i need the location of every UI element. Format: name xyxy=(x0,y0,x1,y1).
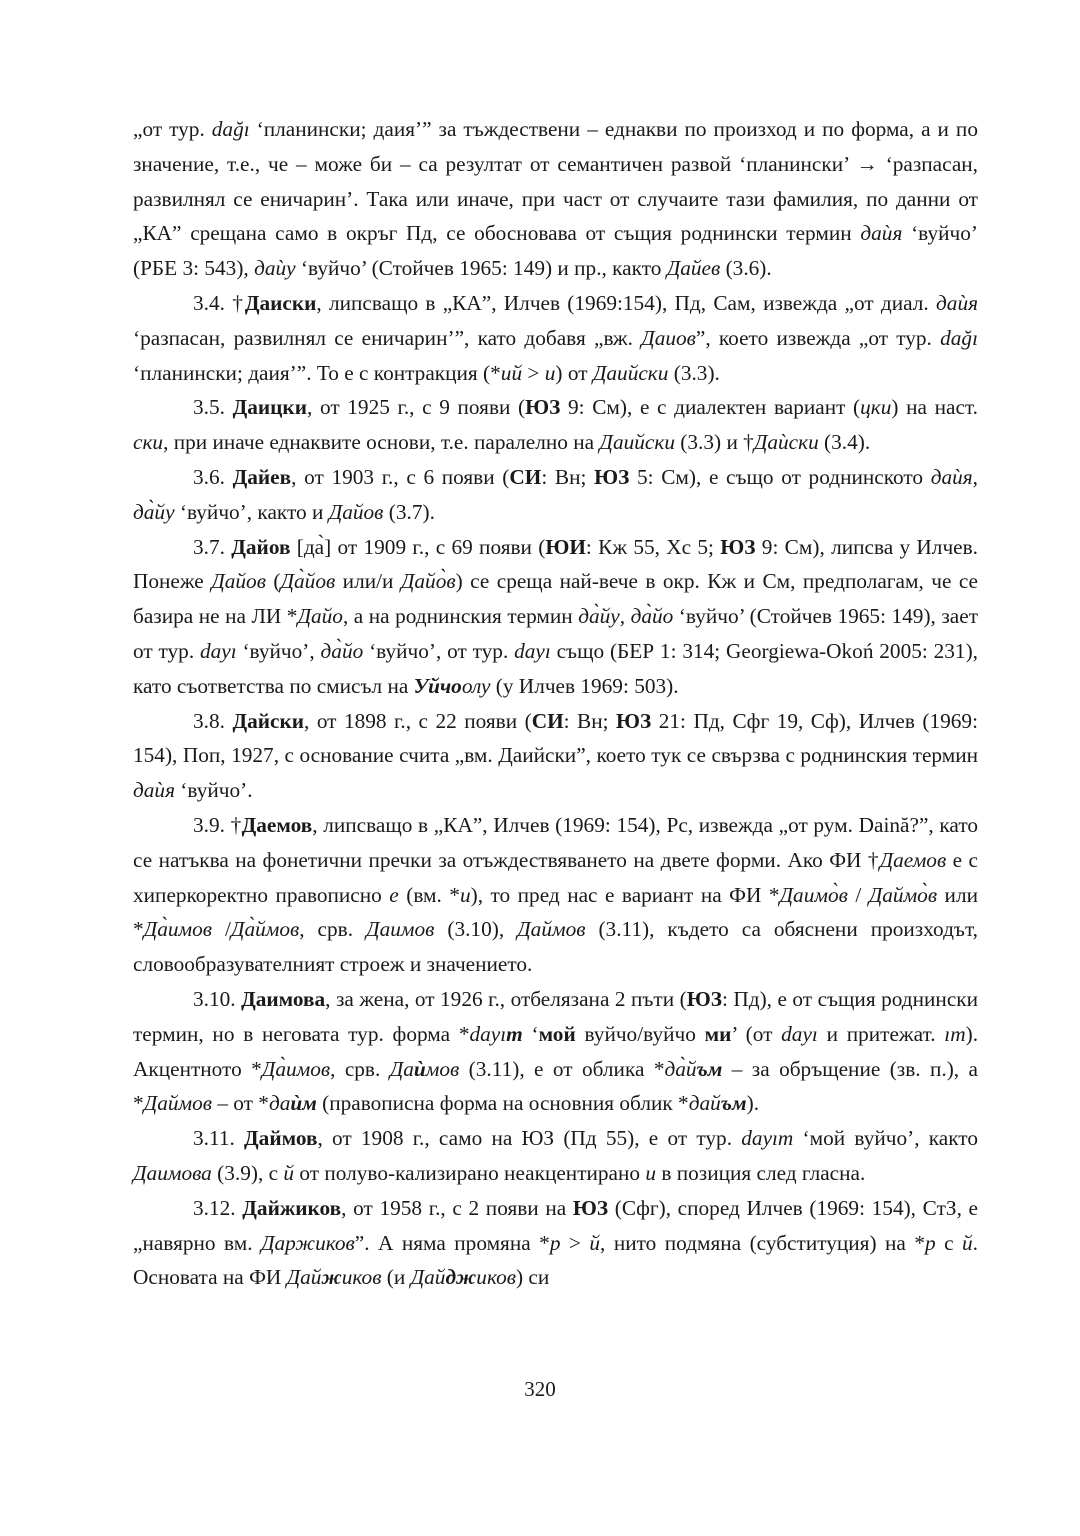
entry-headword: Даймов xyxy=(244,1126,318,1151)
entry-3-4: 3.4. †Даиски, липсващо в „КА”, Илчев (1969:154), Пд, Сам, извежда „от диал. даѝя ‘разпасан, развилнял се еничарин’”, като добавя „вж. Даиов”, което извежда „от тур. dağı ‘планински; даия’”. То е с контракция (*ий > и) от Даийски (3.3). xyxy=(133,290,979,385)
entry-3-5: 3.5. Даицки, от 1925 г., с 9 появи (ЮЗ 9: См), е с диалектен вариант (цки) на наст. ски, при иначе еднаквите основи, т.е. паралелно на Даийски (3.3) и †Даѝски (3.4). xyxy=(133,395,978,455)
entry-headword: Дайев xyxy=(232,464,292,489)
entry-headword: Даицки xyxy=(232,395,307,420)
page-body xyxy=(133,112,978,1295)
entry-headword: Дайски xyxy=(232,708,305,733)
entry-3-8: 3.8. Дайски, от 1898 г., с 22 появи (СИ: Вн; ЮЗ 21: Пд, Сфг 19, Сф), Илчев (1969: 154), Поп, 1927, с основание счита „вм. Даийски”, което тук се свързва с роднинския термин даѝя ‘вуйчо’. xyxy=(133,708,979,803)
entry-headword: Даемов xyxy=(241,812,313,837)
entry-3-10: 3.10. Даимова, за жена, от 1926 г., отбелязана 2 пъти (ЮЗ: Пд), е от същия роднински термин, но в неговата тур. форма *dayım ‘мой вуйчо/вуйчо ми’ (от dayı и притежат. ım). Акцентното *Да̀имов, срв. Даѝмов (3.11), е от облика *да̀йъм – за обръщение (зв. п.), а *Даймов – от *даѝм (правописна форма на основния облик *дайъм). xyxy=(133,986,979,1116)
entry-headword: Даиски xyxy=(244,290,317,315)
entry-headword: Дайов xyxy=(231,534,291,559)
entry-3-6: 3.6. Дайев, от 1903 г., с 6 появи (СИ: Вн; ЮЗ 5: См), е също от роднинското даѝя, да̀йу ‘вуйчо’, както и Дайов (3.7). xyxy=(133,464,978,524)
entry-3-11: 3.11. Даймов, от 1908 г., само на ЮЗ (Пд 55), е от тур. dayım ‘мой вуйчо’, както Даимова (3.9), с й от полуво-кализирано неакцентирано и в позиция след гласна. xyxy=(133,1126,978,1185)
entry-headword: Даимова xyxy=(241,986,326,1011)
entry-3-7: 3.7. Дайов [да̀] от 1909 г., с 69 появи (ЮИ: Кж 55, Хс 5; ЮЗ 9: См), липсва у Илчев. Понеже Дайов (Да̀йов или/и Дайо̀в) се среща най-вече в окр. Кж и См, предполагам, че се базира не на ЛИ *Дайо, а на роднинския термин да̀йу, да̀йо ‘вуйчо’ (Стойчев 1965: 149), зает от тур. dayı ‘вуйчо’, да̀йо ‘вуйчо’, от тур. dayı също (БЕР 1: 314; Georgiewa-Okoń 2005: 231), като съответства по смисъл на Уйчоолу (у Илчев 1969: 503). xyxy=(133,534,979,698)
paragraph-continuation: „от тур. dağı ‘планински; даия’” за тъждествени – еднакви по произход и по форма, а и по значение, т.е., че – може би – са резултат от семантичен развой ‘планински’ → ‘разпасан, развилнял се еничарин’. Така или иначе, при част от случаите тази фамилия, по данни от „КА” срещана само в окръг Пд, се обосновава от същия роднински термин даѝя ‘вуйчо’ (РБЕ 3: 543), даѝу ‘вуйчо’ (Стойчев 1965: 149) и пр., както Дайев (3.6). xyxy=(133,117,978,281)
entry-3-12: 3.12. Дайжиков, от 1958 г., с 2 появи на ЮЗ (Сфг), според Илчев (1969: 154), СтЗ, е „навярно вм. Даржиков”. А няма промяна *р > й, нито подмяна (субституция) на *р с й. Основата на ФИ Дайжиков (и Дайджиков) си xyxy=(133,1195,978,1290)
entry-headword: Дайжиков xyxy=(242,1195,342,1220)
page-number: 320 xyxy=(524,1377,556,1401)
entry-3-9: 3.9. †Даемов, липсващо в „КА”, Илчев (1969: 154), Рс, извежда „от рум. Daină?”, като се натъква на фонетични пречки за отъждествяването на двете форми. Ако ФИ †Даемов е с хиперкоректно правописно е (вм. *и), то пред нас е вариант на ФИ *Даимо̀в / Даймо̀в или *Да̀имов /Да̀ймов, срв. Даимов (3.10), Даймов (3.11), където са обяснени произходът, словообразувателният строеж и значението. xyxy=(133,812,978,977)
